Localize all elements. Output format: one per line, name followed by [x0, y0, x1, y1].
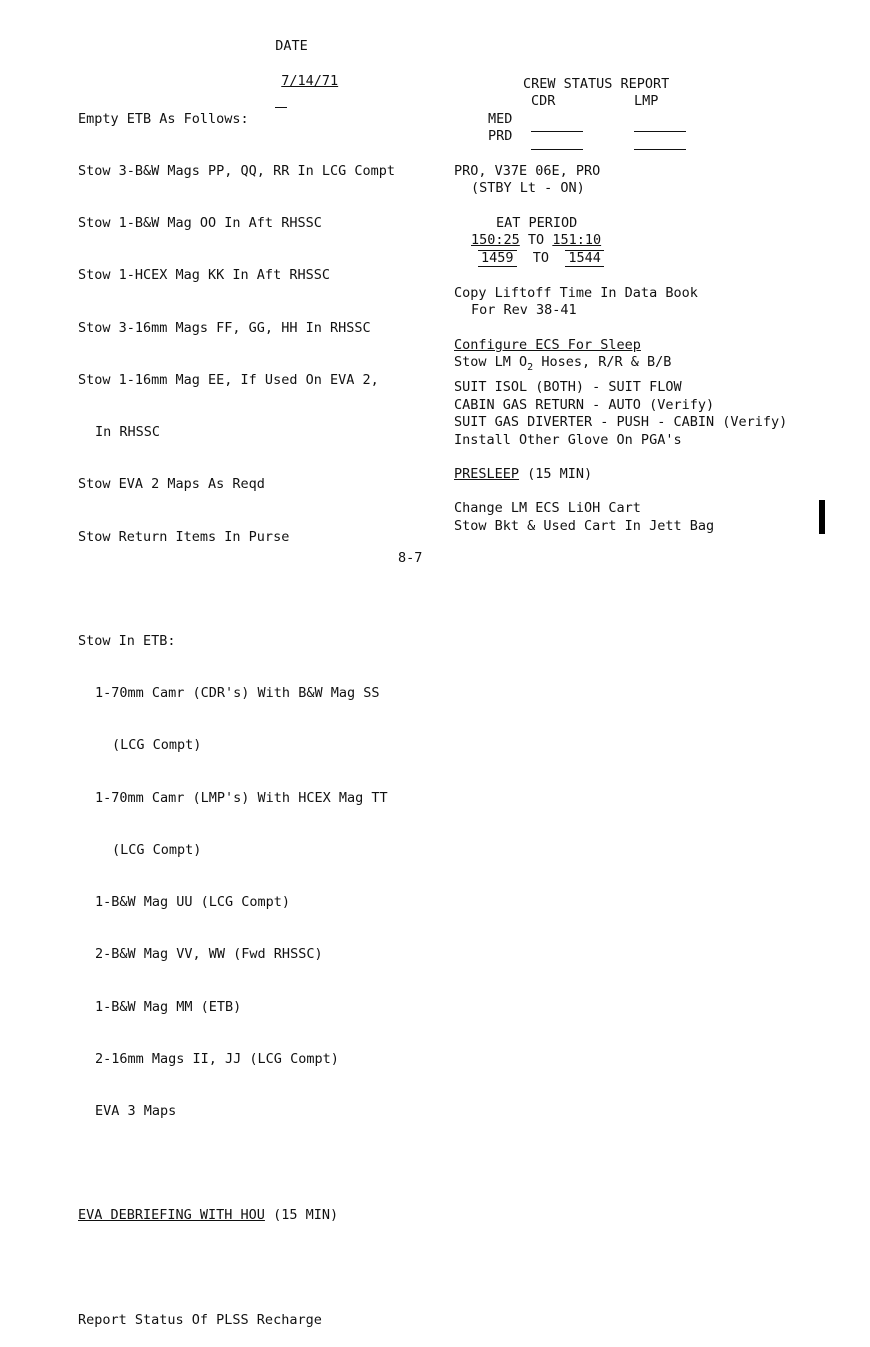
stow-lm-text: Stow LM O	[454, 354, 528, 370]
eat-row-2	[478, 250, 604, 267]
change-bar	[819, 500, 825, 534]
empty-item: Stow 1-16mm Mag EE, If Used On EVA 2,	[78, 371, 379, 388]
empty-item: Stow EVA 2 Maps As Reqd	[78, 476, 265, 493]
date-value: 7/14/71	[281, 73, 339, 90]
crew-status-title: CREW STATUS REPORT	[523, 76, 670, 92]
eat-to-1: 151:10	[552, 232, 602, 248]
o2-subscript: 2	[527, 362, 534, 373]
eat-from-1: 150:25	[471, 232, 520, 248]
presleep-line	[454, 466, 592, 483]
prd-lmp-blank[interactable]	[634, 133, 686, 150]
med-row-label: MED	[488, 111, 513, 127]
med-lmp-blank[interactable]	[634, 115, 686, 132]
stow-item: EVA 3 Maps	[95, 1102, 177, 1119]
suit-gas-diverter: SUIT GAS DIVERTER - PUSH - CABIN (Verify)	[454, 414, 788, 430]
stow-etb-title: Stow In ETB:	[78, 632, 176, 649]
presleep-duration: (15 MIN)	[519, 466, 593, 482]
copy-liftoff: Copy Liftoff Time In Data Book	[454, 285, 698, 301]
empty-item: Stow 3-B&W Mags PP, QQ, RR In LCG Compt	[78, 163, 395, 180]
left-column	[78, 76, 395, 1347]
stow-item: 1-B&W Mag UU (LCG Compt)	[95, 894, 291, 911]
stby-line: (STBY Lt - ON)	[471, 180, 585, 196]
eat-to-label: TO	[532, 250, 550, 266]
eat-from-2: 1459	[478, 250, 517, 267]
stow-item: 2-B&W Mag VV, WW (Fwd RHSSC)	[95, 946, 323, 963]
stow-item: 1-70mm Camr (CDR's) With B&W Mag SS	[95, 685, 380, 702]
rev-line: For Rev 38-41	[471, 302, 577, 318]
debrief-duration: (15 MIN)	[264, 1207, 339, 1224]
page-number: 8-7	[398, 550, 423, 566]
stow-item: 1-B&W Mag MM (ETB)	[95, 998, 242, 1015]
stow-lm-text-rest: Hoses, R/R & B/B	[533, 354, 672, 370]
lmp-column-header: LMP	[634, 93, 659, 109]
cdr-column-header: CDR	[531, 93, 556, 109]
eat-row-1	[471, 232, 601, 249]
presleep-title: PRESLEEP	[454, 466, 520, 482]
stow-bkt: Stow Bkt & Used Cart In Jett Bag	[454, 518, 715, 534]
empty-item: Stow Return Items In Purse	[78, 528, 290, 545]
change-lioh-cart: Change LM ECS LiOH Cart	[454, 500, 641, 516]
empty-etb-title: Empty ETB As Follows:	[78, 110, 249, 127]
empty-item: Stow 1-B&W Mag OO In Aft RHSSC	[78, 215, 322, 232]
date-label: DATE	[275, 38, 308, 55]
stow-item: 2-16mm Mags II, JJ (LCG Compt)	[95, 1050, 339, 1067]
debrief-line	[78, 1207, 395, 1224]
pro-line: PRO, V37E 06E, PRO	[454, 163, 601, 179]
ecs-sleep-title: Configure ECS For Sleep	[454, 337, 641, 353]
suit-isol: SUIT ISOL (BOTH) - SUIT FLOW	[454, 379, 682, 395]
stow-lm-hoses	[454, 354, 671, 376]
stow-item: 1-70mm Camr (LMP's) With HCEX Mag TT	[95, 789, 388, 806]
empty-item: Stow 3-16mm Mags FF, GG, HH In RHSSC	[78, 319, 371, 336]
med-cdr-blank[interactable]	[531, 115, 583, 132]
empty-item: Stow 1-HCEX Mag KK In Aft RHSSC	[78, 267, 330, 284]
prd-row-label: PRD	[488, 128, 513, 144]
eat-period-title: EAT PERIOD	[496, 215, 578, 231]
stow-item: (LCG Compt)	[112, 841, 202, 858]
debrief-title: EVA DEBRIEFING WITH HOU	[78, 1207, 265, 1224]
stow-item: (LCG Compt)	[112, 737, 202, 754]
empty-item: In RHSSC	[95, 424, 161, 441]
cabin-gas-return: CABIN GAS RETURN - AUTO (Verify)	[454, 397, 715, 413]
eat-to-2: 1544	[565, 250, 604, 267]
eat-to-label: TO	[527, 232, 545, 248]
plss-report: Report Status Of PLSS Recharge	[78, 1311, 322, 1328]
prd-cdr-blank[interactable]	[531, 133, 583, 150]
install-glove: Install Other Glove On PGA's	[454, 432, 682, 448]
